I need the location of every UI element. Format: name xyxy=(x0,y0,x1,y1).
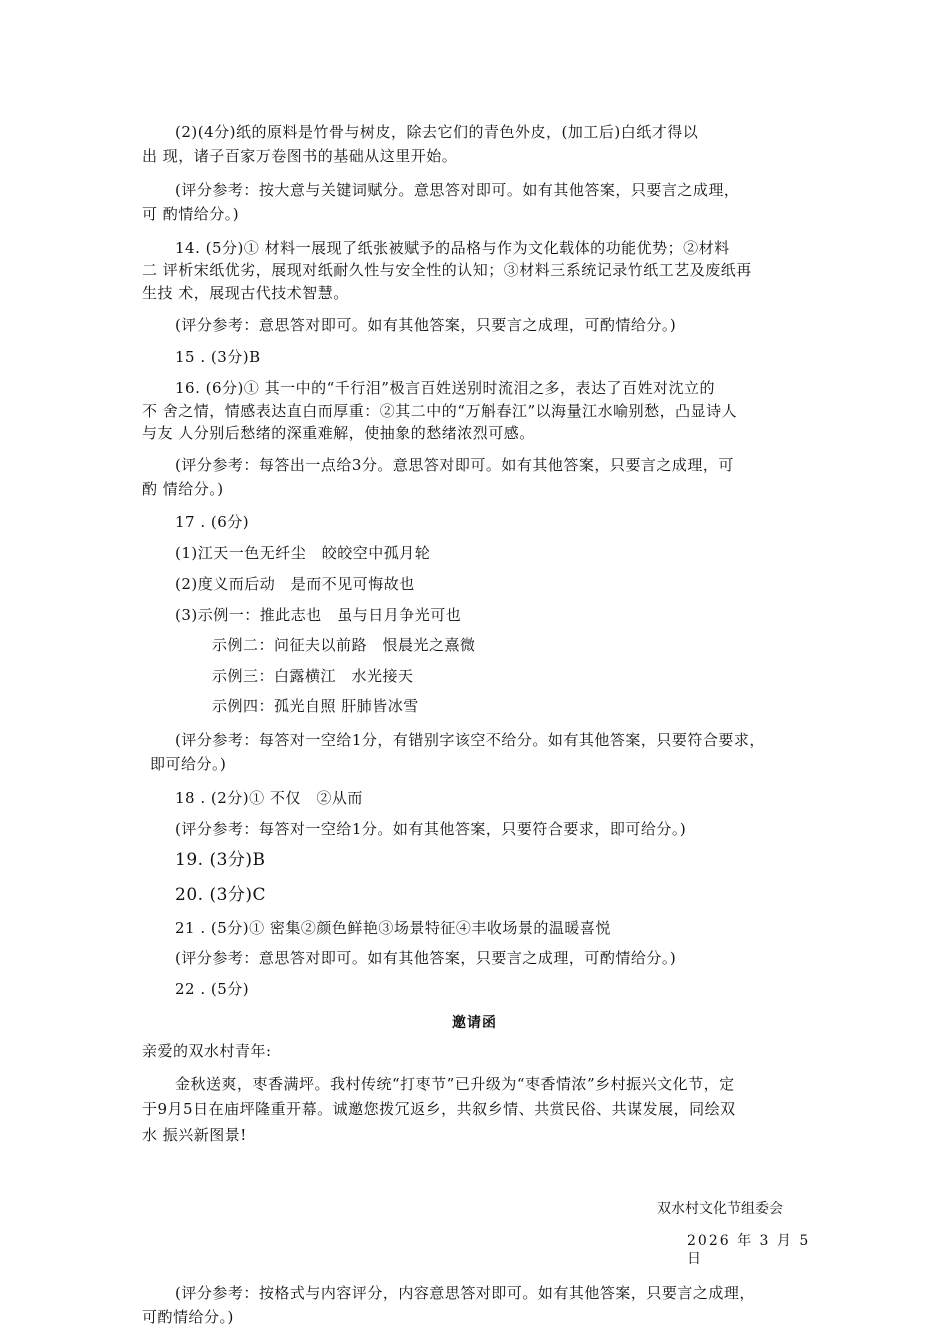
q17-example-4: 示例四：孤光自照 肝肺皆冰雪 xyxy=(212,697,419,715)
q17-example-3: 示例三：白露横江 水光接天 xyxy=(212,667,414,685)
q14-note: (评分参考：意思答对即可。如有其他答案，只要言之成理，可酌情给分。) xyxy=(175,316,677,334)
invitation-title: 邀请函 xyxy=(452,1015,497,1031)
q14-answer-line3: 生技 术，展现古代技术智慧。 xyxy=(142,284,349,302)
invitation-date: 2026 年 3 月 5 日 xyxy=(687,1233,811,1267)
q22-note-line1: (评分参考：按格式与内容评分，内容意思答对即可。如有其他答案，只要言之成理， xyxy=(175,1284,755,1302)
invitation-signature: 双水村文化节组委会 xyxy=(657,1201,783,1217)
q17-answer-2: (2)度义而后动 是而不见可悔故也 xyxy=(175,575,415,593)
q18-note: (评分参考：每答对一空给1分。如有其他答案，只要符合要求，即可给分。) xyxy=(175,820,687,838)
q21-answer: 21 . (5分)① 密集②颜色鲜艳③场景特征④丰收场景的温暖喜悦 xyxy=(175,919,611,937)
q13-2-answer-line1: (2)(4分)纸的原料是竹骨与树皮，除去它们的青色外皮，(加工后)白纸才得以 xyxy=(175,123,699,141)
q15-answer: 15 . (3分)B xyxy=(175,348,261,366)
q19-answer: 19. (3分)B xyxy=(175,850,266,870)
invitation-greeting: 亲爱的双水村青年: xyxy=(142,1042,272,1060)
q17-answer-3: (3)示例一：推此志也 虽与日月争光可也 xyxy=(175,606,462,624)
q14-answer-line1: 14. (5分)① 材料一展现了纸张被赋予的品格与作为文化载体的功能优势；②材料 xyxy=(175,239,730,257)
q16-note-line2: 酌 情给分。) xyxy=(142,480,224,498)
q16-answer-line1: 16. (6分)① 其一中的“千行泪”极言百姓送别时流泪之多，表达了百姓对沈立的 xyxy=(175,379,715,397)
q18-answer: 18 . (2分)① 不仅 ②从而 xyxy=(175,789,363,807)
q13-2-note-line1: (评分参考：按大意与关键词赋分。意思答对即可。如有其他答案，只要言之成理， xyxy=(175,181,740,199)
q22-note-line2: 可酌情给分。) xyxy=(142,1308,234,1326)
invitation-body-line3: 水 振兴新图景! xyxy=(142,1126,247,1144)
q20-answer: 20. (3分)C xyxy=(175,885,267,905)
invitation-body-line1: 金秋送爽，枣香满坪。我村传统“打枣节”已升级为“枣香情浓”乡村振兴文化节，定 xyxy=(175,1075,735,1093)
q21-note: (评分参考：意思答对即可。如有其他答案，只要言之成理，可酌情给分。) xyxy=(175,949,677,967)
q22-heading: 22 . (5分) xyxy=(175,980,250,998)
q17-answer-1: (1)江天一色无纤尘 皎皎空中孤月轮 xyxy=(175,544,431,562)
q16-note-line1: (评分参考：每答出一点给3分。意思答对即可。如有其他答案，只要言之成理，可 xyxy=(175,456,734,474)
q17-example-2: 示例二：问征夫以前路 恨晨光之熹微 xyxy=(212,636,476,654)
invitation-body-line2: 于9月5日在庙坪隆重开幕。诚邀您拨冗返乡，共叙乡情、共赏民俗、共谋发展，同绘双 xyxy=(142,1100,736,1118)
q17-note-line1: (评分参考：每答对一空给1分，有错别字该空不给分。如有其他答案，只要符合要求， xyxy=(175,731,765,749)
q16-answer-line3: 与友 人分别后愁绪的深重难解，使抽象的愁绪浓烈可感。 xyxy=(142,424,535,442)
q13-2-note-line2: 可 酌情给分。) xyxy=(142,205,240,223)
q17-note-line2: 即可给分。) xyxy=(150,755,227,773)
q17-heading: 17 . (6分) xyxy=(175,513,250,531)
q16-answer-line2: 不 舍之情，情感表达直白而厚重：②其二中的“万斛春江”以海量江水喻别愁，凸显诗人 xyxy=(142,402,738,420)
q14-answer-line2: 二 评析宋纸优劣，展现对纸耐久性与安全性的认知；③材料三系统记录竹纸工艺及废纸再 xyxy=(142,261,752,279)
q13-2-answer-line2: 出 现，诸子百家万卷图书的基础从这里开始。 xyxy=(142,147,458,165)
